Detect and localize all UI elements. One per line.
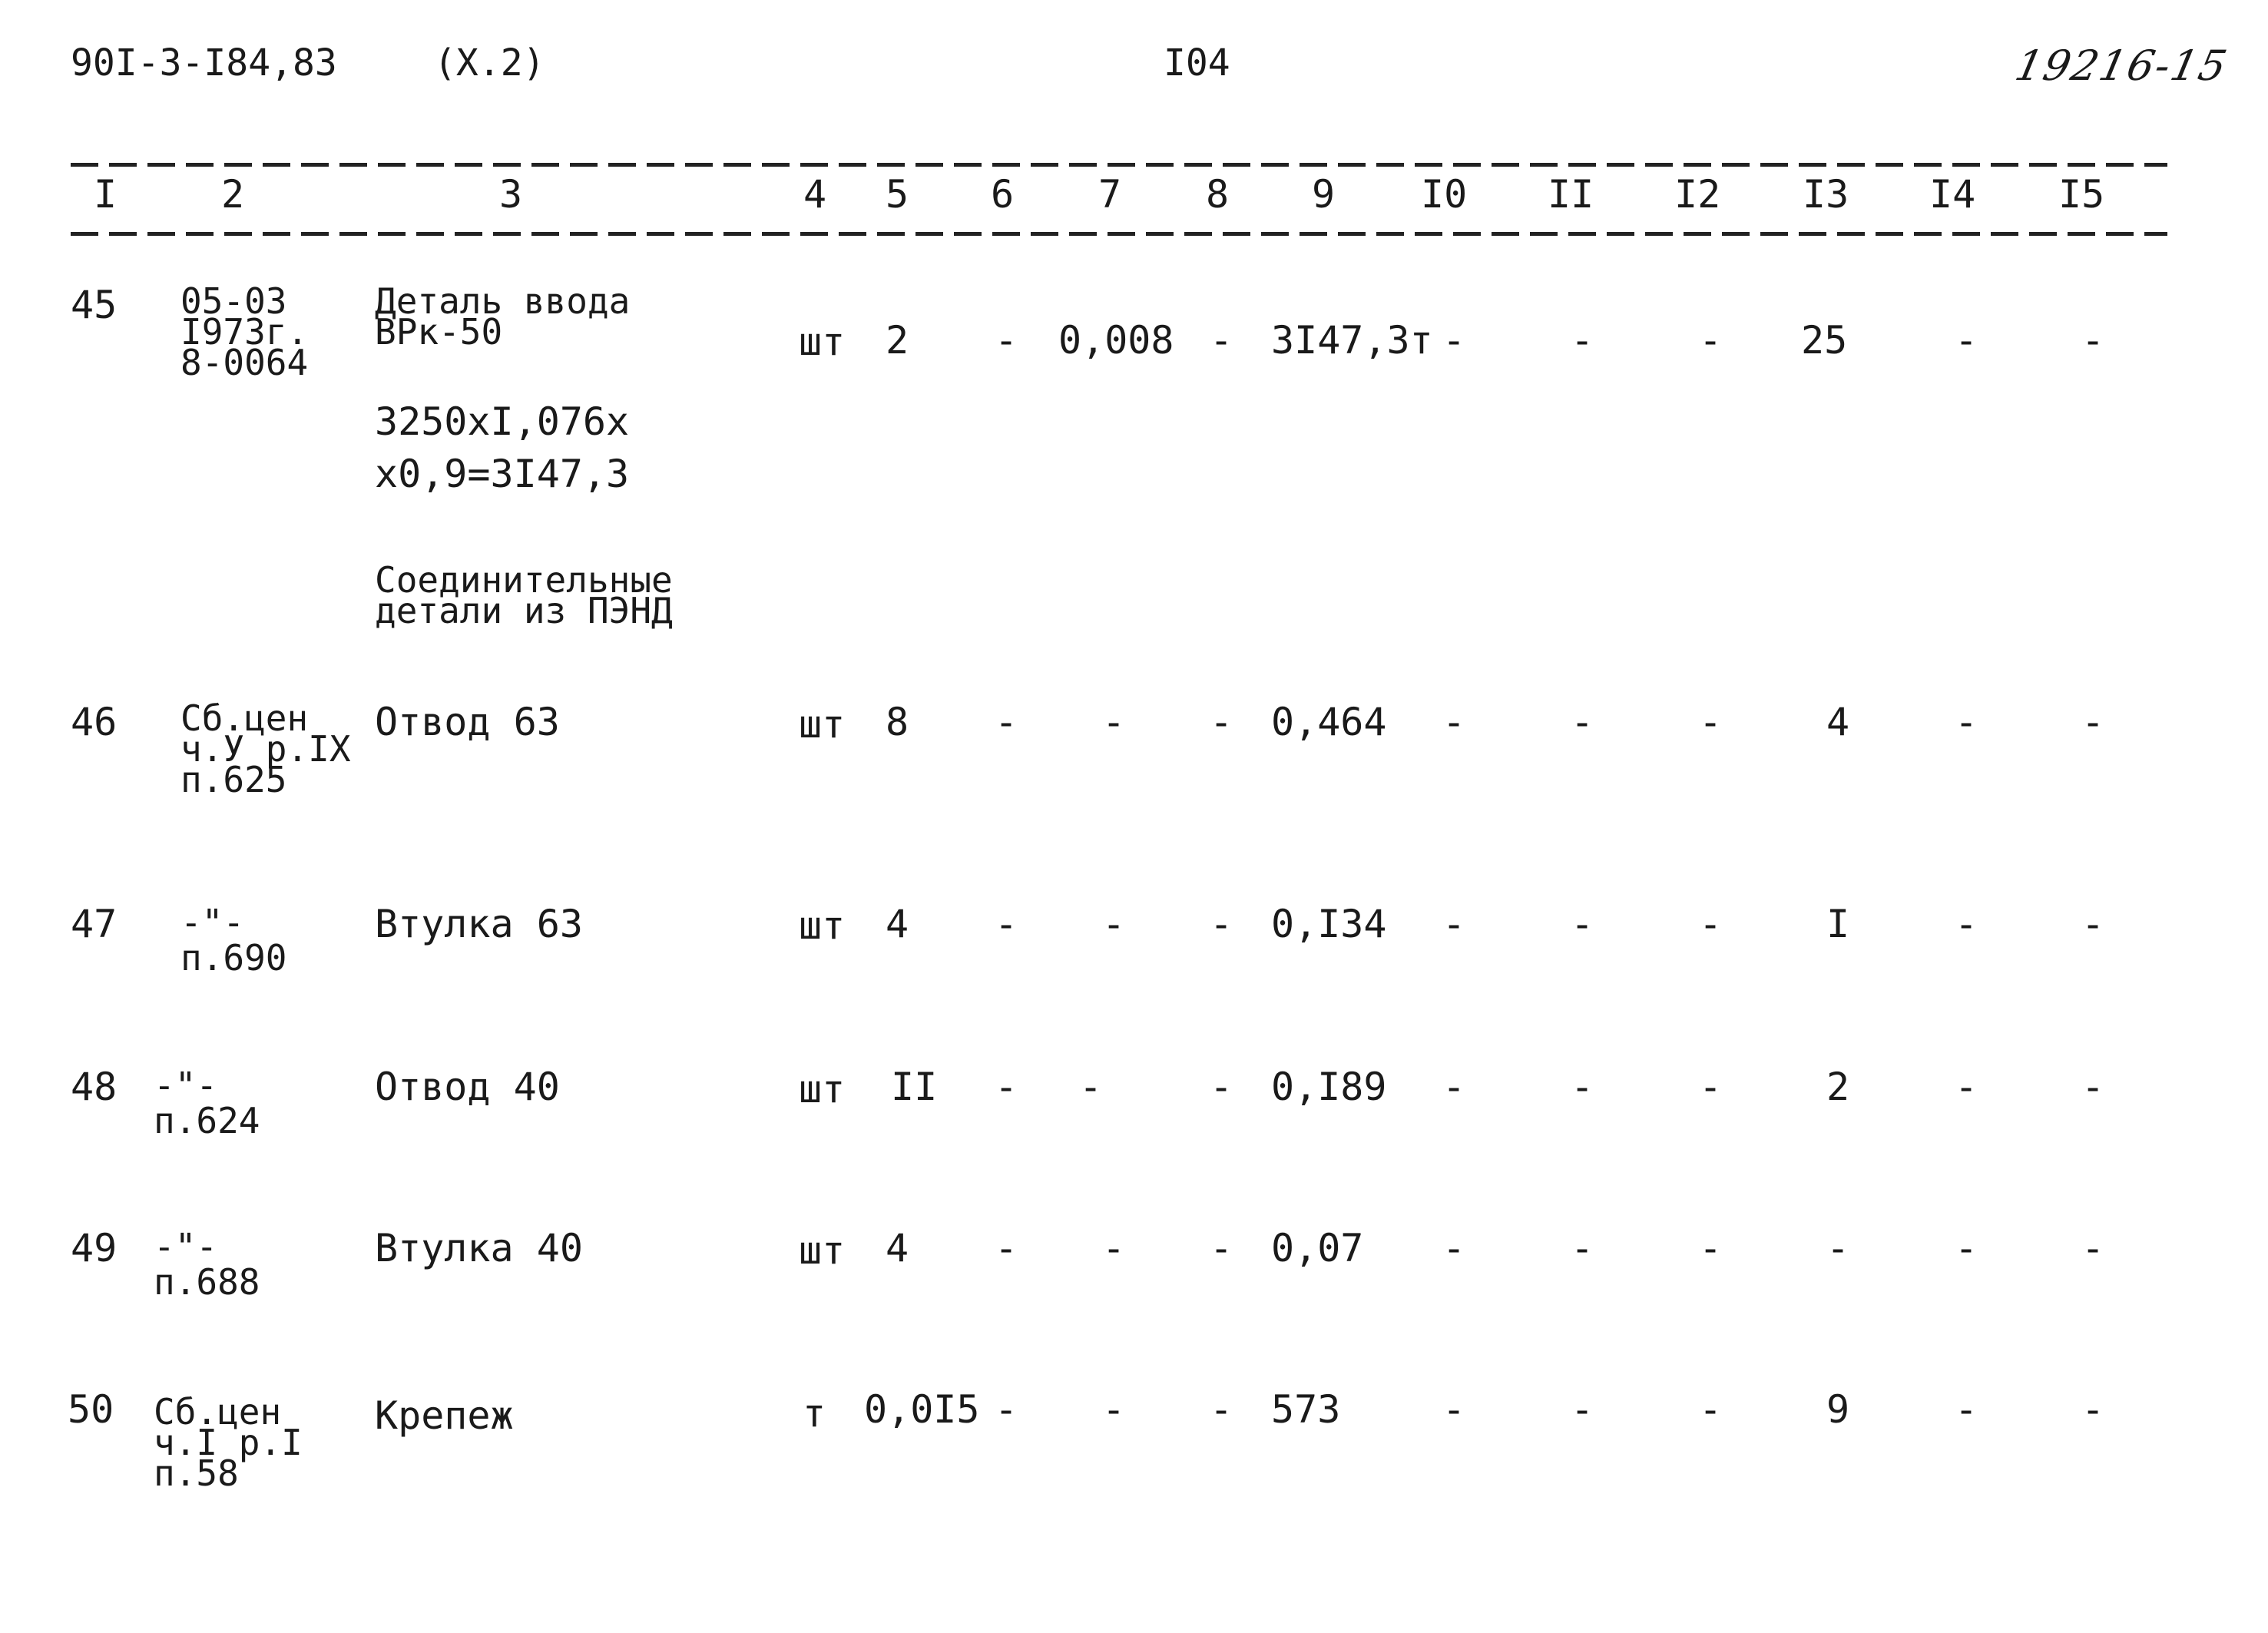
- row-col-13: 9: [1826, 1387, 1850, 1432]
- row-col-6: -: [995, 1387, 1018, 1432]
- row-name: Крепеж: [375, 1393, 514, 1438]
- row-col-15: -: [2081, 318, 2105, 363]
- row-col-13: 2: [1826, 1065, 1850, 1109]
- row-col-12: -: [1699, 318, 1723, 363]
- row-col-12: -: [1699, 1226, 1723, 1270]
- row-col-11: -: [1571, 1065, 1594, 1109]
- row-col-11: -: [1571, 318, 1594, 363]
- col-num-9: 9: [1312, 172, 1336, 217]
- row-col-8: -: [1210, 902, 1233, 946]
- row-col-7: 0,008: [1058, 318, 1174, 363]
- row-number: 47: [71, 902, 118, 946]
- row-col-5: 2: [886, 318, 909, 363]
- row-col-14: -: [1955, 902, 1978, 946]
- row-name: Деталь ввода ВРк-50: [375, 280, 631, 353]
- document-code: 90I-3-I84,83: [71, 41, 337, 84]
- row-col-15: -: [2081, 902, 2105, 946]
- row-calculation: 3250xI,076x x0,9=3I47,3: [375, 399, 630, 496]
- section-heading: Соединительные детали из ПЭНД: [375, 559, 673, 631]
- col-num-3: 3: [499, 172, 523, 217]
- col-num-6: 6: [991, 172, 1015, 217]
- row-col-10: -: [1442, 1387, 1466, 1432]
- row-col-14: -: [1955, 700, 1978, 744]
- row-col-11: -: [1571, 1387, 1594, 1432]
- document-part: (X.2): [434, 41, 545, 84]
- row-col-5: 4: [886, 902, 909, 946]
- row-col-11: -: [1571, 1226, 1594, 1270]
- row-col-8: -: [1210, 318, 1233, 363]
- row-unit: шт: [799, 1067, 846, 1111]
- row-unit: шт: [799, 903, 846, 948]
- row-col-11: -: [1571, 700, 1594, 744]
- row-col-5: 8: [886, 700, 909, 744]
- row-unit: т: [803, 1391, 826, 1436]
- col-num-12: I2: [1674, 172, 1721, 217]
- col-num-5: 5: [886, 172, 909, 217]
- row-number: 45: [71, 283, 118, 327]
- col-num-13: I3: [1803, 172, 1849, 217]
- col-num-1: I: [94, 172, 118, 217]
- col-num-15: I5: [2058, 172, 2105, 217]
- row-col-5: 0,0I5: [864, 1387, 980, 1432]
- row-col-14: -: [1955, 318, 1978, 363]
- row-col-9: 3I47,3т: [1271, 318, 1433, 363]
- col-num-8: 8: [1206, 172, 1230, 217]
- row-col-13: -: [1826, 1226, 1850, 1270]
- row-col-13: 4: [1826, 700, 1850, 744]
- row-col-15: -: [2081, 1387, 2105, 1432]
- row-col-9: 573: [1271, 1387, 1341, 1432]
- page-number: I04: [1164, 41, 1230, 84]
- row-col-5: 4: [886, 1226, 909, 1270]
- col-num-4: 4: [803, 172, 827, 217]
- row-col-5: II: [891, 1065, 938, 1109]
- row-number: 46: [71, 700, 118, 744]
- row-col-12: -: [1699, 1065, 1723, 1109]
- row-col-11: -: [1571, 902, 1594, 946]
- row-col-7: -: [1102, 700, 1126, 744]
- row-col-7: -: [1102, 1387, 1126, 1432]
- row-col-15: -: [2081, 700, 2105, 744]
- row-col-13: 25: [1801, 318, 1848, 363]
- col-num-11: II: [1548, 172, 1594, 217]
- row-col-7: -: [1079, 1065, 1103, 1109]
- row-col-12: -: [1699, 902, 1723, 946]
- row-col-14: -: [1955, 1387, 1978, 1432]
- row-col-12: -: [1699, 1387, 1723, 1432]
- row-reference: -"- п.690: [180, 902, 287, 979]
- row-col-9: 0,464: [1271, 700, 1387, 744]
- row-reference: Сб.цен ч.У р.IX п.625: [180, 697, 351, 800]
- row-col-6: -: [995, 902, 1018, 946]
- row-unit: шт: [799, 1228, 846, 1273]
- row-name: Втулка 63: [375, 902, 583, 946]
- col-num-7: 7: [1098, 172, 1122, 217]
- row-col-14: -: [1955, 1226, 1978, 1270]
- header-top-rule: [71, 163, 2167, 167]
- row-col-10: -: [1442, 902, 1466, 946]
- row-col-15: -: [2081, 1226, 2105, 1270]
- col-num-10: I0: [1421, 172, 1468, 217]
- row-col-10: -: [1442, 700, 1466, 744]
- header-bottom-rule: [71, 232, 2167, 236]
- row-number: 49: [71, 1226, 118, 1270]
- handwritten-mark: 19216-15: [2011, 41, 2233, 90]
- row-number: 50: [68, 1387, 114, 1432]
- row-col-7: -: [1102, 902, 1126, 946]
- row-number: 48: [71, 1065, 118, 1109]
- row-reference: 05-03 I973г. 8-0064: [180, 280, 309, 383]
- col-num-2: 2: [221, 172, 245, 217]
- row-reference: Сб.цен ч.I р.I п.58: [154, 1391, 303, 1494]
- row-col-6: -: [995, 1226, 1018, 1270]
- row-name: Втулка 40: [375, 1226, 583, 1270]
- row-col-8: -: [1210, 700, 1233, 744]
- col-num-14: I4: [1929, 172, 1976, 217]
- row-name: Отвод 63: [375, 700, 560, 744]
- row-col-8: -: [1210, 1387, 1233, 1432]
- row-reference: -"- п.688: [154, 1226, 260, 1303]
- row-col-8: -: [1210, 1065, 1233, 1109]
- row-col-6: -: [995, 318, 1018, 363]
- row-col-12: -: [1699, 700, 1723, 744]
- row-col-10: -: [1442, 318, 1466, 363]
- row-col-6: -: [995, 1065, 1018, 1109]
- row-col-10: -: [1442, 1065, 1466, 1109]
- row-col-8: -: [1210, 1226, 1233, 1270]
- row-col-6: -: [995, 700, 1018, 744]
- row-col-10: -: [1442, 1226, 1466, 1270]
- row-reference: -"- п.624: [154, 1065, 260, 1141]
- row-col-9: 0,07: [1271, 1226, 1364, 1270]
- row-unit: шт: [799, 702, 846, 747]
- row-name: Отвод 40: [375, 1065, 560, 1109]
- row-col-9: 0,I34: [1271, 902, 1387, 946]
- row-unit: шт: [799, 320, 846, 364]
- row-col-13: I: [1826, 902, 1850, 946]
- row-col-15: -: [2081, 1065, 2105, 1109]
- row-col-14: -: [1955, 1065, 1978, 1109]
- row-col-7: -: [1102, 1226, 1126, 1270]
- row-col-9: 0,I89: [1271, 1065, 1387, 1109]
